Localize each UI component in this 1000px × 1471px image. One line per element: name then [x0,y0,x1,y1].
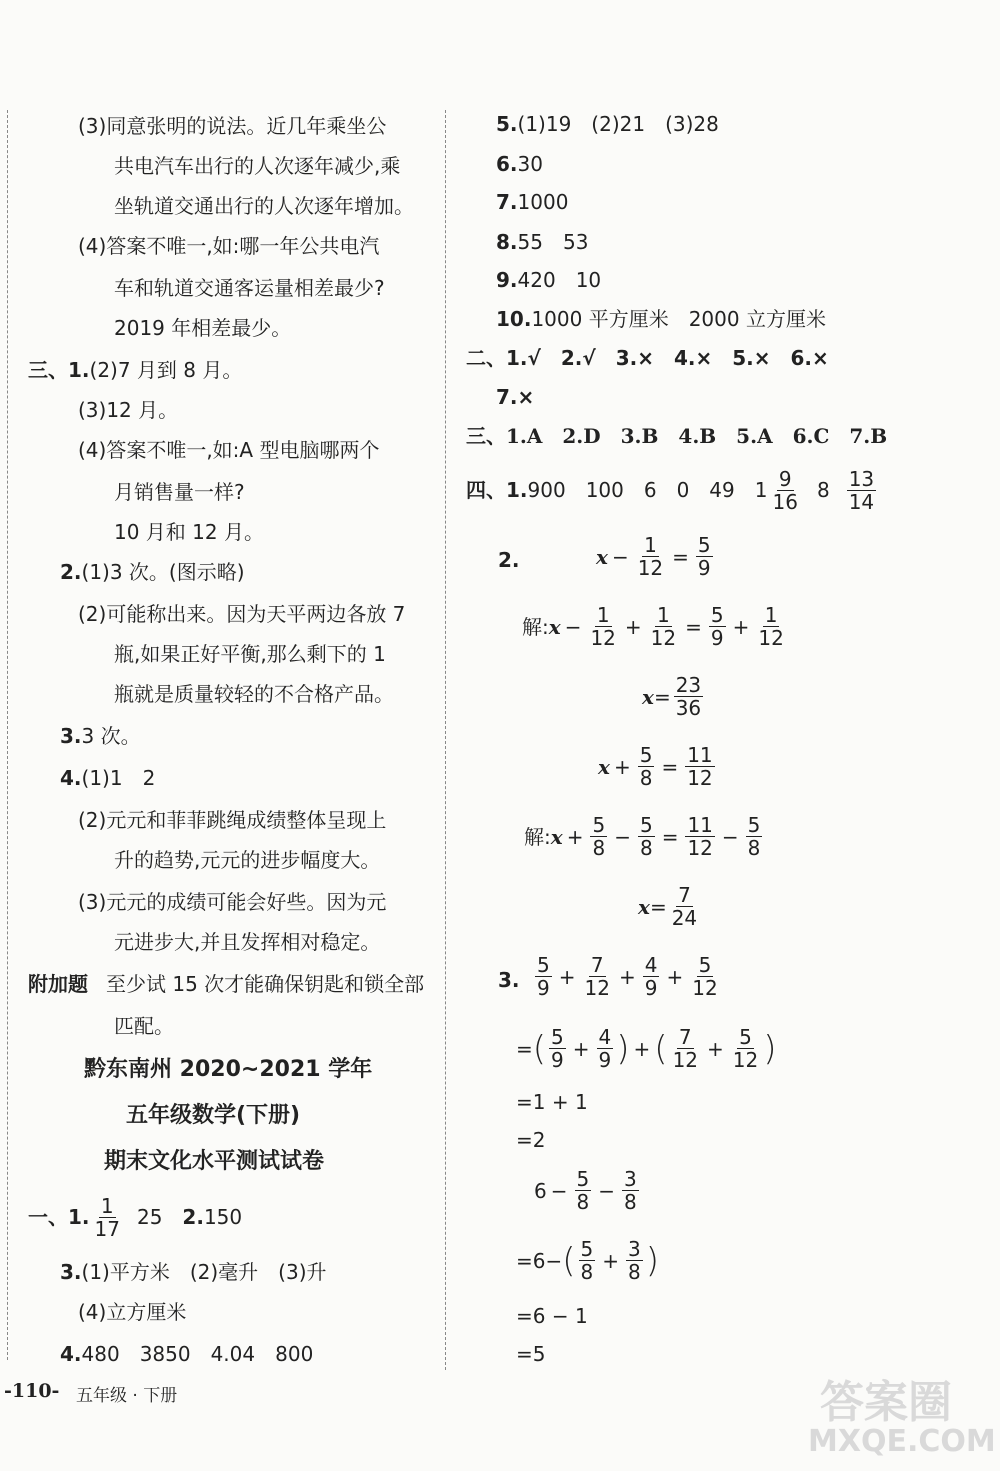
exam-title-3: 期末文化水平测试试卷 [104,1149,325,1174]
page-number: -110- [4,1380,60,1402]
equation: x = $\frac{7}{24}$ [638,883,698,930]
text-line: 共电汽车出行的人次逐年减少,乘 [114,154,401,178]
text-line: 匹配。 [114,1014,174,1038]
text-line: 瓶,如果正好平衡,那么剩下的 1 [114,642,386,666]
text-line: (3)12 月。 [78,398,179,422]
text-line: 车和轨道交通客运量相差最少? [114,276,385,300]
grade-label: 五年级 · 下册 [76,1386,178,1406]
exam-title-2: 五年级数学(下册) [126,1103,301,1128]
text-line: 7.× [496,385,535,409]
text-line: 4.480 3850 4.04 800 [60,1342,314,1366]
text-line: (3)同意张明的说法。近几年乘坐公 [78,114,387,138]
text-line: (3)元元的成绩可能会好些。因为元 [78,890,387,914]
text-line: 月销售量一样? [114,480,245,504]
equation: = ( $\frac{5}{9}$ + $\frac{4}{9}$ ) + ( $\frac{7}{12}$ + $\frac{5}{12}$ ) [516,1025,777,1072]
text-line: 元进步大,并且发挥相对稳定。 [114,930,381,954]
text-line: 3.(1)平方米 (2)毫升 (3)升 [60,1260,327,1284]
exam-title-1: 黔东南州 2020~2021 学年 [84,1057,373,1082]
equation: x + $\frac{5}{8}$ = $\frac{11}{12}$ [598,743,713,790]
equation: x = $\frac{23}{36}$ [642,673,702,720]
watermark-logo: 答案圈 [820,1377,952,1428]
question-number: 3. [498,968,520,992]
text-line: (4)答案不唯一,如:哪一年公共电汽 [78,234,380,258]
text-line: 8.55 53 [496,230,589,254]
text-line: 一、1. $\frac{1}{17}$ 25 2. 150 [28,1193,243,1241]
text-line: 2.(1)3 次。(图示略) [60,560,245,584]
column-divider [445,110,446,1370]
text-line: 4.(1)1 2 [60,766,156,790]
text-line: 四、1. 900 100 6 0 49 1 $\frac{9}{16}$ 8 $\frac{13}{14}$ [466,466,875,514]
text-line: 10 月和 12 月。 [114,520,264,544]
fraction: $\frac{13}{14}$ [848,466,875,514]
text-line: 二、1.√ 2.√ 3.× 4.× 5.× 6.× [466,346,829,370]
equation: =6 − 1 [516,1304,588,1328]
text-line: 三、1.(2)7 月到 8 月。 [28,358,243,382]
equation: 6 − $\frac{5}{8}$ − $\frac{3}{8}$ [534,1167,637,1214]
text-line: (2)可能称出来。因为天平两边各放 7 [78,602,406,626]
text-line: (4)立方厘米 [78,1300,187,1324]
text-line: 3.3 次。 [60,724,141,748]
equation: x − $\frac{1}{12}$ = $\frac{5}{9}$ [596,533,711,580]
text-line: 10.1000 平方厘米 2000 立方厘米 [496,307,826,331]
text-line: 坐轨道交通出行的人次逐年增加。 [114,194,414,218]
equation: =2 [516,1128,546,1152]
text-line: 三、1.A 2.D 3.B 4.B 5.A 6.C 7.B [466,424,888,448]
fraction: $\frac{1}{17}$ [94,1193,120,1241]
equation: 解: x − $\frac{1}{12}$ + $\frac{1}{12}$ = $\frac{5}{9}$ + $\frac{1}{12}$ [522,603,784,650]
text-line: 7.1000 [496,190,569,214]
equation: 解: x + $\frac{5}{8}$ − $\frac{5}{8}$ = $\frac{11}{12}$ − $\frac{5}{8}$ [524,813,761,860]
left-margin-line [7,110,8,1360]
text-line: 9.420 10 [496,268,602,292]
fraction: $\frac{9}{16}$ [772,466,798,514]
text-line: 2019 年相差最少。 [114,316,292,340]
watermark-url: MXQE.COM [808,1424,996,1459]
text-line: 升的趋势,元元的进步幅度大。 [114,848,381,872]
text-line: 5.(1)19 (2)21 (3)28 [496,112,719,136]
question-number: 2. [498,548,520,572]
text-line: (2)元元和菲菲跳绳成绩整体呈现上 [78,808,387,832]
text-line: 瓶就是质量较轻的不合格产品。 [114,682,394,706]
equation: $\frac{5}{9}$ + $\frac{7}{12}$ + $\frac{4}{9}$ + $\frac{5}{12}$ [537,953,718,1000]
equation: =1 + 1 [516,1090,588,1114]
text-line: 6.30 [496,152,543,176]
text-line: 附加题 至少试 15 次才能确保钥匙和锁全部 [28,972,425,996]
equation: =5 [516,1342,546,1366]
text-line: (4)答案不唯一,如:A 型电脑哪两个 [78,438,380,462]
equation: =6− ( $\frac{5}{8}$ + $\frac{3}{8}$ ) [516,1237,660,1284]
